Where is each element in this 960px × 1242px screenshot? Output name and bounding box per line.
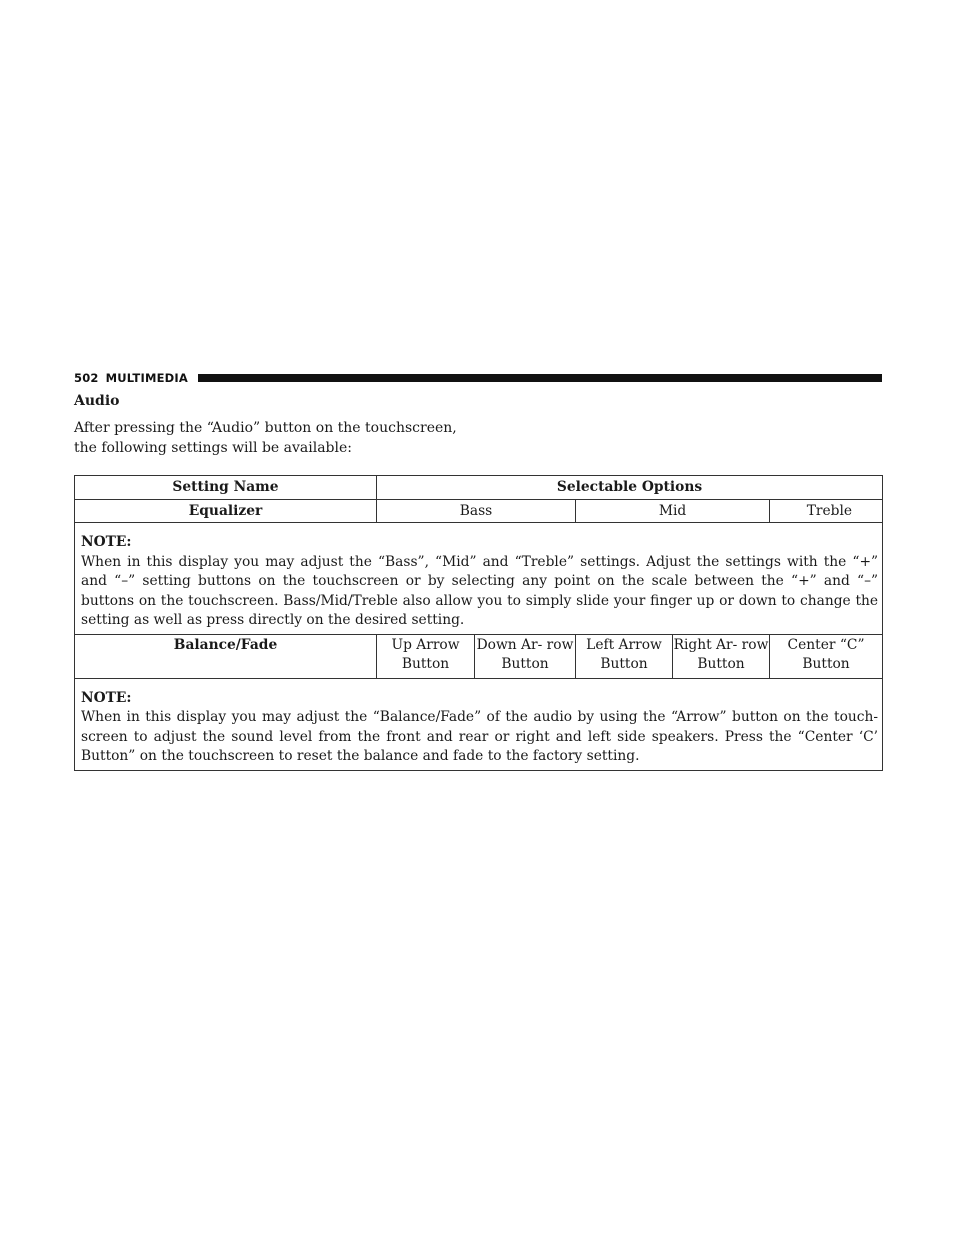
- option-right-arrow-button: Right Ar- row Button: [673, 634, 770, 678]
- note-cell-1: [75, 523, 883, 635]
- option-left-arrow-button: Left Arrow Button: [576, 634, 673, 678]
- setting-name-equalizer: Equalizer: [75, 500, 377, 523]
- note-text-1: When in this display you may adjust the “Bass”, “Mid” and “Treble” settings. Adjust the settings with the “+” and “–” setting buttons on the touchscreen or by selecting any point on the scale between the “+” and “–” buttons on the touchscreen. Bass/Mid/Treble also allow you to simply slide your finger up or down to change the setting as well as press directly on the desired setting.: [81, 553, 879, 628]
- note-cell-2: [75, 678, 883, 770]
- table-row-note-1: [75, 523, 883, 635]
- table-row-balance-fade: [75, 634, 883, 678]
- table-row-note-2: [75, 678, 883, 770]
- option-bass: Bass: [377, 500, 576, 523]
- header-selectable-options: Selectable Options: [377, 476, 883, 500]
- option-treble: Treble: [770, 500, 883, 523]
- note-text-2: When in this display you may adjust the “Balance/Fade” of the audio by using the “Arrow” button on the touch- screen to adjust the sound level from the front and rear or right and left side speakers. Press the “Center ‘C’ Button” on the touchscreen to reset the balance and fade to the factory setting.: [81, 709, 879, 764]
- page-title: Audio: [74, 393, 120, 409]
- header-setting-name: Setting Name: [75, 476, 377, 500]
- page-number: 502: [74, 371, 99, 385]
- option-center-c-button: Center “C” Button: [770, 634, 883, 678]
- option-up-arrow-button: Up Arrow Button: [377, 634, 475, 678]
- note-label-2: NOTE:: [81, 689, 132, 706]
- settings-table: [74, 475, 883, 771]
- header-rule: [198, 374, 882, 382]
- setting-name-balance-fade: Balance/Fade: [75, 634, 377, 678]
- page-header: [74, 370, 882, 386]
- table-header-row: [75, 476, 883, 500]
- note-label-1: NOTE:: [81, 534, 132, 550]
- section-title: MULTIMEDIA: [105, 371, 188, 385]
- intro-paragraph: After pressing the “Audio” button on the touchscreen, the following settings will be available:: [74, 420, 457, 456]
- table-row-equalizer: [75, 500, 883, 523]
- option-down-arrow-button: Down Ar- row Button: [475, 634, 576, 678]
- option-mid: Mid: [576, 500, 770, 523]
